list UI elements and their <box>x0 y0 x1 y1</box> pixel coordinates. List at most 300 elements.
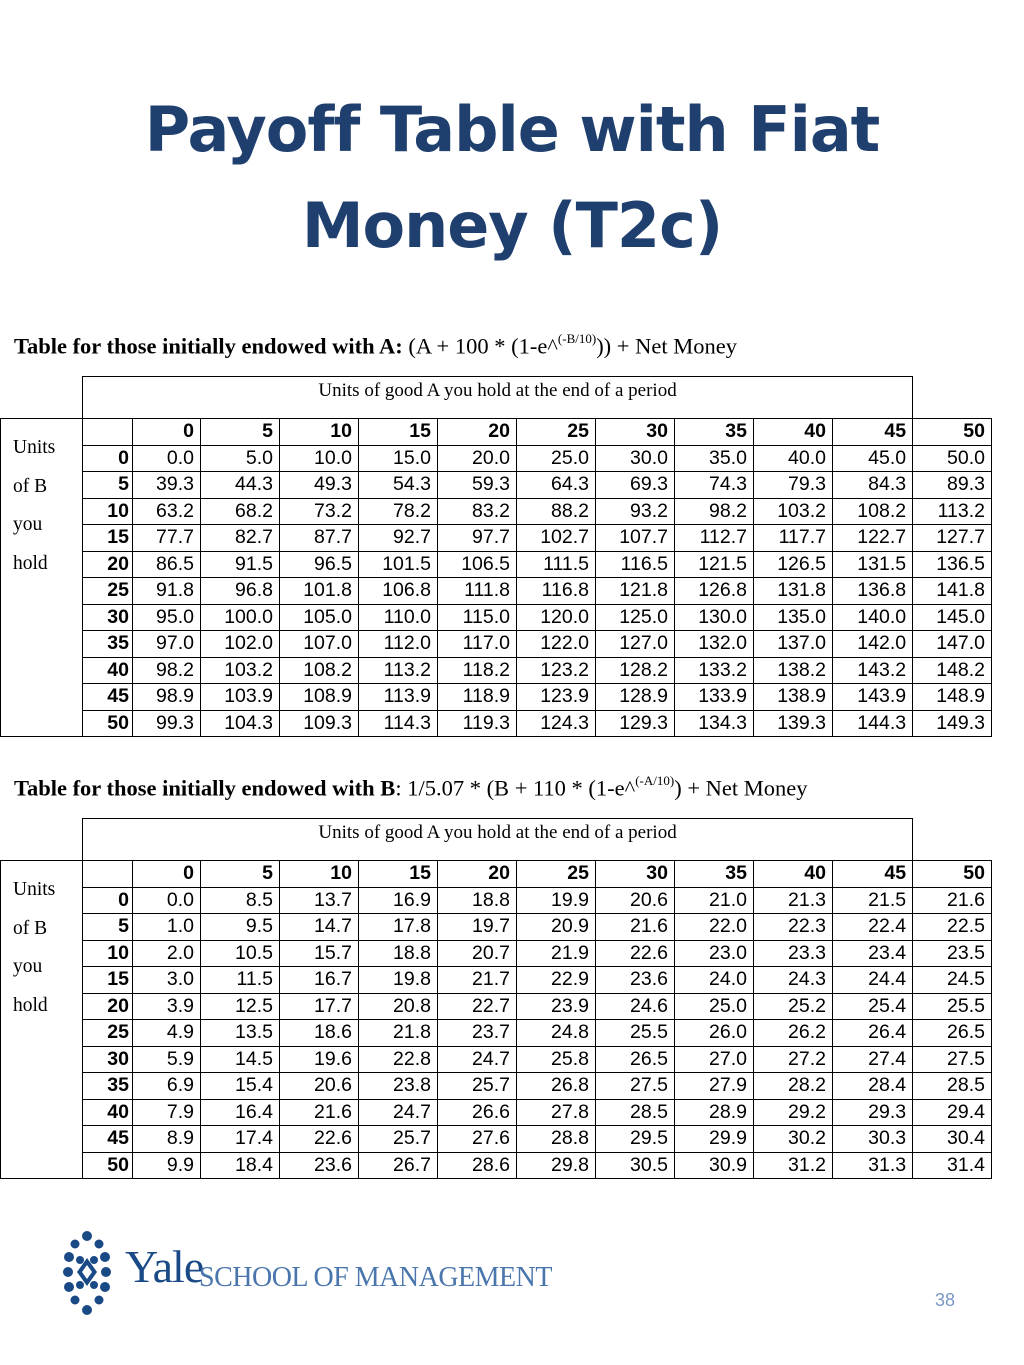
table-cell: 101.8 <box>280 578 359 605</box>
table-cell: 29.9 <box>675 1126 754 1153</box>
table-cell: 44.3 <box>201 472 280 499</box>
table-cell: 127.0 <box>596 631 675 658</box>
table-cell: 148.9 <box>913 684 992 711</box>
table-cell: 83.2 <box>438 498 517 525</box>
table-cell: 91.8 <box>133 578 201 605</box>
table-cell: 27.0 <box>675 1046 754 1073</box>
corner-cell <box>83 861 133 888</box>
table-a-heading <box>14 333 737 360</box>
column-header: 30 <box>596 861 675 888</box>
table-cell: 77.7 <box>133 525 201 552</box>
table-cell: 105.0 <box>280 604 359 631</box>
table-cell: 28.4 <box>833 1073 913 1100</box>
table-row <box>1 940 992 967</box>
table-cell: 22.7 <box>438 993 517 1020</box>
table-cell: 92.7 <box>359 525 438 552</box>
table-cell: 10.5 <box>201 940 280 967</box>
table-cell: 16.4 <box>201 1099 280 1126</box>
table-cell: 96.5 <box>280 551 359 578</box>
table-cell: 137.0 <box>754 631 833 658</box>
table-b-heading-bold: Table for those initially endowed with B <box>14 775 396 801</box>
column-header: 30 <box>596 419 675 446</box>
table-cell: 21.6 <box>596 914 675 941</box>
table-row <box>1 1020 992 1047</box>
column-header: 15 <box>359 419 438 446</box>
table-cell: 113.2 <box>913 498 992 525</box>
table-cell: 113.9 <box>359 684 438 711</box>
table-cell: 136.8 <box>833 578 913 605</box>
table-cell: 31.3 <box>833 1152 913 1179</box>
table-cell: 130.0 <box>675 604 754 631</box>
corner-cell <box>83 419 133 446</box>
table-cell: 27.5 <box>596 1073 675 1100</box>
table-cell: 95.0 <box>133 604 201 631</box>
table-row <box>1 472 992 499</box>
table-cell: 26.5 <box>913 1020 992 1047</box>
table-cell: 18.4 <box>201 1152 280 1179</box>
table-cell: 64.3 <box>517 472 596 499</box>
table-cell: 18.8 <box>438 887 517 914</box>
column-header: 35 <box>675 861 754 888</box>
table-cell: 110.0 <box>359 604 438 631</box>
table-cell: 139.3 <box>754 710 833 737</box>
table-cell: 103.9 <box>201 684 280 711</box>
table-cell: 9.5 <box>201 914 280 941</box>
table-cell: 79.3 <box>754 472 833 499</box>
table-cell: 122.7 <box>833 525 913 552</box>
table-cell: 22.6 <box>596 940 675 967</box>
row-header: 10 <box>83 940 133 967</box>
table-cell: 20.6 <box>596 887 675 914</box>
table-cell: 18.6 <box>280 1020 359 1047</box>
row-header: 25 <box>83 578 133 605</box>
table-cell: 63.2 <box>133 498 201 525</box>
table-row <box>1 445 992 472</box>
table-cell: 27.6 <box>438 1126 517 1153</box>
column-group-header: Units of good A you hold at the end of a period <box>83 377 913 419</box>
table-cell: 29.2 <box>754 1099 833 1126</box>
table-cell: 28.9 <box>675 1099 754 1126</box>
row-header: 20 <box>83 993 133 1020</box>
table-cell: 5.0 <box>201 445 280 472</box>
table-cell: 50.0 <box>913 445 992 472</box>
table-cell: 138.9 <box>754 684 833 711</box>
table-cell: 22.6 <box>280 1126 359 1153</box>
table-cell: 123.9 <box>517 684 596 711</box>
table-cell: 6.9 <box>133 1073 201 1100</box>
table-cell: 8.5 <box>201 887 280 914</box>
table-cell: 91.5 <box>201 551 280 578</box>
table-cell: 118.9 <box>438 684 517 711</box>
table-cell: 12.5 <box>201 993 280 1020</box>
row-header: 0 <box>83 887 133 914</box>
table-cell: 109.3 <box>280 710 359 737</box>
table-cell: 25.4 <box>833 993 913 1020</box>
table-cell: 69.3 <box>596 472 675 499</box>
table-a-formula-exponent: (-B/10) <box>557 331 597 346</box>
table-cell: 111.5 <box>517 551 596 578</box>
table-row <box>1 525 992 552</box>
table-cell: 20.9 <box>517 914 596 941</box>
table-cell: 147.0 <box>913 631 992 658</box>
table-cell: 119.3 <box>438 710 517 737</box>
column-header: 40 <box>754 419 833 446</box>
table-cell: 24.8 <box>517 1020 596 1047</box>
table-cell: 145.0 <box>913 604 992 631</box>
column-header: 25 <box>517 861 596 888</box>
table-a-heading-bold: Table for those initially endowed with A: <box>14 333 403 359</box>
table-cell: 30.0 <box>596 445 675 472</box>
table-cell: 27.5 <box>913 1046 992 1073</box>
table-row <box>1 631 992 658</box>
table-cell: 136.5 <box>913 551 992 578</box>
table-row <box>1 1073 992 1100</box>
row-header: 15 <box>83 525 133 552</box>
table-cell: 138.2 <box>754 657 833 684</box>
table-cell: 24.7 <box>438 1046 517 1073</box>
table-cell: 19.8 <box>359 967 438 994</box>
row-header: 35 <box>83 631 133 658</box>
column-header: 20 <box>438 419 517 446</box>
table-cell: 144.3 <box>833 710 913 737</box>
table-cell: 21.0 <box>675 887 754 914</box>
table-cell: 87.7 <box>280 525 359 552</box>
table-cell: 108.2 <box>280 657 359 684</box>
table-row <box>1 1126 992 1153</box>
table-cell: 121.8 <box>596 578 675 605</box>
table-cell: 27.4 <box>833 1046 913 1073</box>
table-cell: 28.8 <box>517 1126 596 1153</box>
table-cell: 22.0 <box>675 914 754 941</box>
row-header: 0 <box>83 445 133 472</box>
table-row <box>1 914 992 941</box>
table-a-formula: (A + 100 * (1-e^ <box>402 333 558 359</box>
table-cell: 135.0 <box>754 604 833 631</box>
table-a-formula-end: )) + Net Money <box>596 333 737 359</box>
row-header: 25 <box>83 1020 133 1047</box>
row-header: 5 <box>83 914 133 941</box>
table-cell: 9.9 <box>133 1152 201 1179</box>
table-cell: 20.0 <box>438 445 517 472</box>
table-cell: 25.7 <box>438 1073 517 1100</box>
table-cell: 93.2 <box>596 498 675 525</box>
table-cell: 18.8 <box>359 940 438 967</box>
blank-cell <box>1 819 83 861</box>
table-cell: 22.5 <box>913 914 992 941</box>
column-header: 45 <box>833 861 913 888</box>
table-cell: 24.4 <box>833 967 913 994</box>
column-header: 0 <box>133 861 201 888</box>
row-header: 30 <box>83 1046 133 1073</box>
table-cell: 54.3 <box>359 472 438 499</box>
column-header: 15 <box>359 861 438 888</box>
table-cell: 15.4 <box>201 1073 280 1100</box>
table-cell: 23.5 <box>913 940 992 967</box>
table-cell: 17.4 <box>201 1126 280 1153</box>
table-cell: 5.9 <box>133 1046 201 1073</box>
table-cell: 23.0 <box>675 940 754 967</box>
table-cell: 132.0 <box>675 631 754 658</box>
table-cell: 4.9 <box>133 1020 201 1047</box>
table-cell: 19.6 <box>280 1046 359 1073</box>
slide-title <box>0 82 1024 274</box>
table-b-formula-end: ) + Net Money <box>674 775 808 801</box>
table-cell: 128.2 <box>596 657 675 684</box>
table-cell: 22.9 <box>517 967 596 994</box>
table-cell: 28.2 <box>754 1073 833 1100</box>
row-header: 35 <box>83 1073 133 1100</box>
row-header: 40 <box>83 657 133 684</box>
table-cell: 22.4 <box>833 914 913 941</box>
table-cell: 73.2 <box>280 498 359 525</box>
row-header: 45 <box>83 684 133 711</box>
table-cell: 23.4 <box>833 940 913 967</box>
table-cell: 11.5 <box>201 967 280 994</box>
column-header: 20 <box>438 861 517 888</box>
table-cell: 141.8 <box>913 578 992 605</box>
table-cell: 27.9 <box>675 1073 754 1100</box>
table-cell: 21.9 <box>517 940 596 967</box>
table-cell: 114.3 <box>359 710 438 737</box>
row-group-label-line: of B <box>13 917 48 939</box>
table-row <box>1 498 992 525</box>
table-b-formula-exponent: (-A/10) <box>635 773 675 788</box>
table-cell: 134.3 <box>675 710 754 737</box>
table-row <box>1 1099 992 1126</box>
logo-school-name: SCHOOL OF MANAGEMENT <box>199 1262 552 1293</box>
table-cell: 21.7 <box>438 967 517 994</box>
table-cell: 21.8 <box>359 1020 438 1047</box>
row-group-label <box>1 861 83 1179</box>
table-cell: 143.9 <box>833 684 913 711</box>
row-group-label-line: you <box>13 956 43 977</box>
row-header: 40 <box>83 1099 133 1126</box>
row-header: 45 <box>83 1126 133 1153</box>
table-cell: 21.6 <box>280 1099 359 1126</box>
table-cell: 7.9 <box>133 1099 201 1126</box>
row-group-label-line: hold <box>13 994 48 1016</box>
table-cell: 45.0 <box>833 445 913 472</box>
table-cell: 68.2 <box>201 498 280 525</box>
table-row <box>1 1152 992 1179</box>
table-cell: 21.3 <box>754 887 833 914</box>
table-cell: 129.3 <box>596 710 675 737</box>
table-cell: 10.0 <box>280 445 359 472</box>
row-group-label-line: you <box>13 514 43 535</box>
table-cell: 26.5 <box>596 1046 675 1073</box>
table-cell: 19.9 <box>517 887 596 914</box>
table-cell: 1.0 <box>133 914 201 941</box>
table-cell: 29.8 <box>517 1152 596 1179</box>
table-cell: 104.3 <box>201 710 280 737</box>
table-cell: 13.5 <box>201 1020 280 1047</box>
table-cell: 96.8 <box>201 578 280 605</box>
table-cell: 98.9 <box>133 684 201 711</box>
table-cell: 133.9 <box>675 684 754 711</box>
table-cell: 126.8 <box>675 578 754 605</box>
row-group-label-line: Units <box>13 437 56 458</box>
table-cell: 25.2 <box>754 993 833 1020</box>
table-cell: 126.5 <box>754 551 833 578</box>
row-group-label-line: of B <box>13 475 48 497</box>
table-cell: 99.3 <box>133 710 201 737</box>
table-cell: 8.9 <box>133 1126 201 1153</box>
table-cell: 115.0 <box>438 604 517 631</box>
table-cell: 24.3 <box>754 967 833 994</box>
table-cell: 20.8 <box>359 993 438 1020</box>
table-cell: 97.0 <box>133 631 201 658</box>
table-cell: 35.0 <box>675 445 754 472</box>
table-cell: 30.2 <box>754 1126 833 1153</box>
row-header: 5 <box>83 472 133 499</box>
table-cell: 88.2 <box>517 498 596 525</box>
column-header: 25 <box>517 419 596 446</box>
table-cell: 117.0 <box>438 631 517 658</box>
table-cell: 25.0 <box>517 445 596 472</box>
table-cell: 3.0 <box>133 967 201 994</box>
table-cell: 20.7 <box>438 940 517 967</box>
table-cell: 116.8 <box>517 578 596 605</box>
table-cell: 26.4 <box>833 1020 913 1047</box>
table-cell: 106.5 <box>438 551 517 578</box>
table-cell: 25.5 <box>596 1020 675 1047</box>
table-cell: 128.9 <box>596 684 675 711</box>
table-cell: 2.0 <box>133 940 201 967</box>
table-cell: 124.3 <box>517 710 596 737</box>
table-cell: 103.2 <box>754 498 833 525</box>
table-row <box>1 710 992 737</box>
table-cell: 149.3 <box>913 710 992 737</box>
logo-yale-wordmark: Yale <box>125 1241 204 1292</box>
table-cell: 21.6 <box>913 887 992 914</box>
table-cell: 23.8 <box>359 1073 438 1100</box>
table-row <box>1 578 992 605</box>
table-cell: 26.0 <box>675 1020 754 1047</box>
table-cell: 30.3 <box>833 1126 913 1153</box>
table-cell: 26.8 <box>517 1073 596 1100</box>
table-cell: 28.6 <box>438 1152 517 1179</box>
table-cell: 97.7 <box>438 525 517 552</box>
table-cell: 102.0 <box>201 631 280 658</box>
title-line-1: Payoff Table with Fiat <box>144 93 880 166</box>
table-cell: 23.3 <box>754 940 833 967</box>
table-cell: 28.5 <box>913 1073 992 1100</box>
title-line-2: Money (T2c) <box>301 189 723 262</box>
table-cell: 123.2 <box>517 657 596 684</box>
table-cell: 98.2 <box>133 657 201 684</box>
table-cell: 40.0 <box>754 445 833 472</box>
table-cell: 31.4 <box>913 1152 992 1179</box>
table-cell: 59.3 <box>438 472 517 499</box>
column-header: 40 <box>754 861 833 888</box>
table-cell: 74.3 <box>675 472 754 499</box>
table-cell: 86.5 <box>133 551 201 578</box>
table-cell: 27.8 <box>517 1099 596 1126</box>
column-header: 5 <box>201 861 280 888</box>
table-cell: 25.5 <box>913 993 992 1020</box>
table-cell: 142.0 <box>833 631 913 658</box>
table-cell: 17.7 <box>280 993 359 1020</box>
table-cell: 30.9 <box>675 1152 754 1179</box>
table-cell: 127.7 <box>913 525 992 552</box>
table-cell: 23.6 <box>596 967 675 994</box>
yale-som-logo <box>62 1230 552 1320</box>
table-cell: 103.2 <box>201 657 280 684</box>
table-cell: 140.0 <box>833 604 913 631</box>
blank-cell <box>1 377 83 419</box>
table-row <box>1 657 992 684</box>
column-header: 0 <box>133 419 201 446</box>
table-cell: 39.3 <box>133 472 201 499</box>
table-cell: 17.8 <box>359 914 438 941</box>
table-cell: 112.7 <box>675 525 754 552</box>
row-header: 50 <box>83 710 133 737</box>
table-cell: 125.0 <box>596 604 675 631</box>
table-cell: 108.2 <box>833 498 913 525</box>
table-cell: 131.8 <box>754 578 833 605</box>
column-header: 35 <box>675 419 754 446</box>
table-cell: 143.2 <box>833 657 913 684</box>
table-cell: 107.0 <box>280 631 359 658</box>
table-cell: 49.3 <box>280 472 359 499</box>
table-cell: 25.7 <box>359 1126 438 1153</box>
table-cell: 14.7 <box>280 914 359 941</box>
table-cell: 122.0 <box>517 631 596 658</box>
table-cell: 16.9 <box>359 887 438 914</box>
table-cell: 22.3 <box>754 914 833 941</box>
table-cell: 78.2 <box>359 498 438 525</box>
table-cell: 82.7 <box>201 525 280 552</box>
column-header: 50 <box>913 861 992 888</box>
table-row <box>1 1046 992 1073</box>
table-cell: 19.7 <box>438 914 517 941</box>
table-b-formula: : 1/5.07 * (B + 110 * (1-e^ <box>395 775 636 801</box>
table-cell: 20.6 <box>280 1073 359 1100</box>
table-cell: 120.0 <box>517 604 596 631</box>
table-cell: 133.2 <box>675 657 754 684</box>
table-row <box>1 551 992 578</box>
table-cell: 29.5 <box>596 1126 675 1153</box>
table-cell: 3.9 <box>133 993 201 1020</box>
table-cell: 0.0 <box>133 445 201 472</box>
table-cell: 121.5 <box>675 551 754 578</box>
row-header: 50 <box>83 1152 133 1179</box>
table-cell: 29.3 <box>833 1099 913 1126</box>
table-cell: 112.0 <box>359 631 438 658</box>
table-cell: 15.0 <box>359 445 438 472</box>
table-cell: 117.7 <box>754 525 833 552</box>
row-header: 10 <box>83 498 133 525</box>
payoff-table-b <box>0 818 992 1179</box>
table-b-heading <box>14 775 808 802</box>
table-cell: 25.8 <box>517 1046 596 1073</box>
table-cell: 23.7 <box>438 1020 517 1047</box>
table-cell: 26.2 <box>754 1020 833 1047</box>
table-cell: 15.7 <box>280 940 359 967</box>
row-header: 30 <box>83 604 133 631</box>
table-cell: 24.6 <box>596 993 675 1020</box>
table-cell: 14.5 <box>201 1046 280 1073</box>
table-cell: 106.8 <box>359 578 438 605</box>
column-group-header: Units of good A you hold at the end of a period <box>83 819 913 861</box>
table-row <box>1 967 992 994</box>
page-number: 38 <box>935 1290 956 1310</box>
table-row <box>1 887 992 914</box>
row-group-label-line: hold <box>13 552 48 574</box>
column-header: 50 <box>913 419 992 446</box>
table-cell: 30.4 <box>913 1126 992 1153</box>
table-cell: 29.4 <box>913 1099 992 1126</box>
